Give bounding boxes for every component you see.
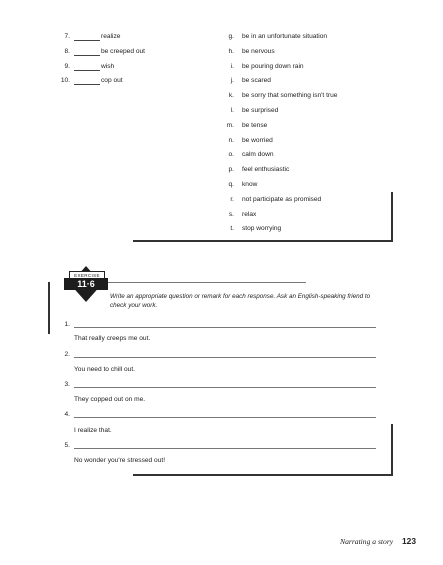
- question-number: 1.: [64, 321, 70, 328]
- item-term: cop out: [101, 77, 123, 84]
- answer-blank[interactable]: [74, 55, 100, 56]
- section-bracket-vertical: [391, 192, 393, 241]
- definition-letter: l.: [230, 107, 234, 114]
- item-number: 9.: [64, 63, 70, 70]
- definition-letter: j.: [230, 77, 234, 84]
- response-text: That really creeps me out.: [74, 335, 151, 342]
- definition-letter: i.: [230, 63, 234, 70]
- definition-text: stop worrying: [242, 225, 282, 232]
- response-text: They copped out on me.: [74, 396, 146, 403]
- exercise-instructions: Write an appropriate question or remark for each response. Ask an English-speaking friend to check your work.: [110, 293, 371, 309]
- definition-item: [200, 122, 400, 132]
- question-answer-line[interactable]: [74, 448, 376, 449]
- definition-text: calm down: [242, 151, 274, 158]
- definition-letter: k.: [228, 92, 234, 99]
- response-text: I realize that.: [74, 427, 112, 434]
- definition-item: [200, 77, 400, 87]
- definition-item: [200, 225, 400, 235]
- definition-item: [200, 33, 400, 43]
- question-number: 3.: [64, 381, 70, 388]
- question-number: 4.: [64, 411, 70, 418]
- item-term: wish: [101, 63, 115, 70]
- answer-blank[interactable]: [74, 84, 100, 85]
- definition-letter: r.: [230, 196, 234, 203]
- exercise-end-bracket-horizontal: [133, 474, 393, 476]
- definition-letter: n.: [228, 137, 234, 144]
- answer-blank[interactable]: [74, 70, 100, 71]
- definition-text: relax: [242, 211, 257, 218]
- item-number: 10.: [60, 77, 70, 84]
- question-answer-line[interactable]: [74, 357, 376, 358]
- definition-text: not participate as promised: [242, 196, 322, 203]
- definition-letter: h.: [228, 48, 234, 55]
- exercise-end-bracket-vertical: [391, 424, 393, 476]
- question-number: 2.: [64, 351, 70, 358]
- definition-item: [200, 137, 400, 147]
- definition-item: [200, 196, 400, 206]
- matching-item: [40, 33, 190, 43]
- definition-text: be worried: [242, 137, 273, 144]
- definition-text: be sorry that something isn't true: [242, 92, 338, 99]
- exercise-label: EXERCISE: [69, 271, 105, 280]
- response-text: No wonder you're stressed out!: [74, 457, 166, 464]
- definition-letter: m.: [226, 122, 234, 129]
- item-number: 7.: [64, 33, 70, 40]
- definition-letter: s.: [228, 211, 234, 218]
- definition-text: be pouring down rain: [242, 63, 304, 70]
- item-term: realize: [101, 33, 121, 40]
- definition-text: feel enthusiastic: [242, 166, 290, 173]
- exercise-number: 11·6: [64, 278, 108, 290]
- definition-item: [200, 92, 400, 102]
- question-answer-line[interactable]: [74, 327, 376, 328]
- definition-letter: g.: [228, 33, 234, 40]
- response-text: You need to chill out.: [74, 366, 135, 373]
- definition-text: be tense: [242, 122, 268, 129]
- question-answer-line[interactable]: [74, 417, 376, 418]
- item-number: 8.: [64, 48, 70, 55]
- question-number: 5.: [64, 442, 70, 449]
- definition-item: [200, 48, 400, 58]
- definition-item: [200, 151, 400, 161]
- item-term: be creeped out: [101, 48, 145, 55]
- running-footer-title: Narrating a story: [340, 537, 394, 546]
- definition-item: [200, 181, 400, 191]
- exercise-header-rule: [104, 282, 306, 283]
- section-bracket-horizontal: [133, 240, 393, 242]
- definition-item: [200, 63, 400, 73]
- definition-item: [200, 211, 400, 221]
- matching-item: [40, 63, 190, 73]
- matching-item: [40, 77, 190, 87]
- matching-item: [40, 48, 190, 58]
- definition-letter: q.: [228, 181, 234, 188]
- definition-item: [200, 107, 400, 117]
- definition-text: be surprised: [242, 107, 279, 114]
- definition-text: be in an unfortunate situation: [242, 33, 328, 40]
- definition-letter: t.: [230, 225, 234, 232]
- definition-text: be scared: [242, 77, 271, 84]
- definition-letter: o.: [228, 151, 234, 158]
- answer-blank[interactable]: [74, 40, 100, 41]
- page-number: 123: [402, 536, 416, 546]
- definition-text: know: [242, 181, 258, 188]
- definition-item: [200, 166, 400, 176]
- definition-text: be nervous: [242, 48, 275, 55]
- definition-letter: p.: [228, 166, 234, 173]
- question-answer-line[interactable]: [74, 387, 376, 388]
